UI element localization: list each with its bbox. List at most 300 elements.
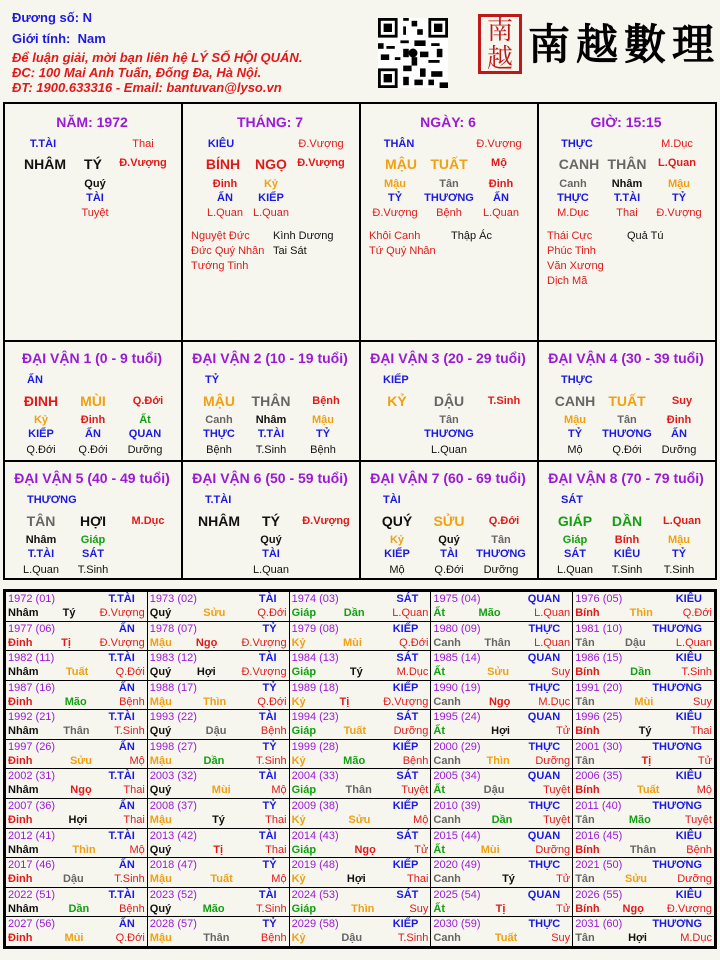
dai-van-hidden-state: L.Quan — [430, 444, 468, 456]
dai-van-hidden-can: Ất — [139, 414, 151, 426]
year-shen: THƯƠNG — [652, 622, 702, 635]
year-state: Suy — [409, 902, 429, 915]
hidden-can: Nhâm — [611, 178, 643, 190]
dai-van-hidden-shen: THƯƠNG — [424, 428, 474, 440]
year-chi: Hợi — [196, 666, 216, 679]
year-state: Dưỡng — [677, 873, 712, 886]
dai-van-hidden-can: Kỷ — [33, 414, 49, 426]
year-chi: Tý — [502, 873, 515, 886]
year-chi: Sửu — [203, 607, 226, 619]
year-shen: QUAN — [527, 829, 561, 842]
year-cell — [573, 710, 715, 740]
year-chi: Dậu — [483, 784, 505, 797]
year-can: Bính — [575, 902, 600, 915]
hidden-can: Đinh — [488, 178, 514, 190]
year-can: Ất — [433, 902, 445, 915]
year-state: T.Sinh — [114, 873, 145, 886]
dai-van-shen: THỰC — [561, 374, 593, 386]
dai-van-hidden-state: Mộ — [389, 564, 405, 576]
contact-line-1: Để luận giải, mời bạn liên hệ LÝ SỐ HỘI QUÁN. — [12, 50, 303, 65]
hidden-can: Mậu — [668, 178, 690, 190]
year-cell — [6, 828, 148, 858]
year-label: 2008 (37) — [149, 800, 197, 813]
red-seal-icon: 南越 — [478, 14, 522, 74]
year-state: Mộ — [129, 754, 145, 767]
year-label: 2018 (47) — [149, 859, 197, 872]
year-label: 2019 (48) — [291, 859, 339, 872]
year-cell — [6, 887, 148, 917]
duong-so-line — [12, 10, 92, 25]
year-cell — [147, 680, 289, 710]
year-cell — [6, 769, 148, 799]
year-state: Mộ — [129, 843, 145, 856]
star-left: Tứ Quý Nhân — [369, 245, 436, 257]
year-state: Bệnh — [402, 754, 429, 767]
dai-van-hidden-can: Nhâm — [255, 414, 287, 426]
year-chi: Ngọ — [195, 636, 218, 649]
hidden-shen: T.TÀI — [613, 192, 641, 204]
contact-line-2: ĐC: 100 Mai Anh Tuấn, Đống Đa, Hà Nội. — [12, 65, 262, 80]
year-chi: Dậu — [624, 636, 646, 649]
dai-van-title: ĐẠI VẬN 5 (40 - 49 tuổi) — [14, 470, 170, 486]
year-label: 1988 (17) — [149, 681, 197, 694]
year-cell — [147, 828, 289, 858]
dai-van-can: QUÝ — [381, 513, 413, 529]
year-label: 1979 (08) — [291, 622, 339, 635]
dai-van-chi: TUẤT — [608, 393, 646, 409]
dai-van-hidden-can: Nhâm — [25, 534, 57, 546]
year-label: 2014 (43) — [291, 829, 339, 842]
year-can: Đinh — [8, 873, 33, 886]
year-can: Ất — [433, 725, 445, 738]
year-shen: TÀI — [258, 770, 277, 783]
dai-van-state: M.Dục — [131, 515, 165, 527]
year-state: Thai — [406, 873, 429, 886]
year-state: Tử — [414, 843, 429, 856]
dai-van-chi: DẬU — [433, 393, 465, 409]
hidden-state: Đ.Vượng — [656, 207, 702, 219]
dai-van-chi: HỢI — [80, 513, 106, 529]
pillar-can: MẬU — [385, 156, 417, 172]
year-shen: QUAN — [527, 711, 561, 724]
year-cell — [573, 592, 715, 622]
year-cell — [6, 799, 148, 829]
dai-van-hidden-shen: SÁT — [564, 548, 586, 560]
year-cell — [147, 651, 289, 681]
year-chi: Dần — [491, 814, 513, 827]
year-can: Quý — [149, 607, 172, 619]
year-cell — [147, 887, 289, 917]
hidden-shen: TỶ — [671, 192, 687, 204]
dai-van-chi: SỬU — [433, 513, 465, 529]
pillar-top-state: Đ.Vượng — [476, 138, 522, 150]
year-cell — [289, 858, 431, 888]
year-row — [6, 710, 715, 740]
year-shen: ẤN — [118, 622, 135, 635]
dai-van-hidden-can: Quý — [438, 534, 460, 546]
year-state: Dưỡng — [535, 843, 571, 856]
hidden-state: L.Quan — [206, 207, 244, 219]
dai-van-shen: ẤN — [27, 374, 43, 386]
dai-van-state: T.Sinh — [487, 395, 521, 407]
year-can: Mậu — [149, 695, 172, 708]
year-label: 1995 (24) — [433, 711, 481, 724]
year-state: Mộ — [413, 814, 429, 827]
year-cell — [573, 917, 715, 947]
year-chi: Ngọ — [354, 843, 376, 856]
year-state: Mộ — [271, 784, 287, 797]
year-row — [6, 592, 715, 622]
year-shen: T.TÀI — [108, 711, 135, 724]
dai-van-hidden-state: L.Quan — [22, 564, 60, 576]
year-can: Mậu — [149, 754, 172, 767]
star-left: Văn Xương — [547, 260, 604, 272]
year-shen: TÀI — [258, 593, 277, 605]
year-can: Giáp — [291, 784, 317, 797]
year-state: T.Sinh — [397, 932, 429, 945]
dai-van-can: ĐINH — [23, 393, 59, 409]
year-cell — [289, 680, 431, 710]
star-right: Kình Dương — [273, 230, 334, 242]
year-label: 2009 (38) — [291, 800, 339, 813]
year-label: 2031 (60) — [575, 918, 623, 931]
year-chi: Thân — [63, 725, 90, 738]
year-label: 2000 (29) — [433, 740, 481, 753]
gioi-tinh-label: Giới tính: — [12, 31, 71, 46]
gioi-tinh-value: Nam — [77, 31, 106, 46]
dai-van-hidden-state: L.Quan — [556, 564, 594, 576]
pillar-can: BÍNH — [205, 156, 241, 172]
year-chi: Tị — [61, 636, 71, 649]
year-chi: Dần — [68, 902, 90, 915]
year-label: 2001 (30) — [575, 740, 623, 753]
year-state: T.Sinh — [256, 754, 287, 767]
year-shen: TÀI — [258, 829, 277, 842]
year-state: T.Sinh — [681, 666, 712, 679]
hidden-state: M.Dục — [557, 207, 589, 219]
year-state: Tuyệt — [543, 784, 571, 797]
dai-van-hidden-state: Bệnh — [310, 444, 336, 456]
dai-van-hidden-shen: TÀI — [262, 548, 280, 560]
year-state: Q.Đới — [257, 607, 287, 619]
year-label: 1981 (10) — [575, 622, 623, 635]
pillar-top-shen: KIÊU — [207, 138, 235, 150]
year-can: Giáp — [291, 843, 317, 856]
pillar-chi: TÝ — [84, 156, 102, 172]
year-row — [6, 887, 715, 917]
year-cell — [6, 858, 148, 888]
year-shen: ẤN — [118, 800, 135, 813]
year-row — [6, 769, 715, 799]
year-can: Quý — [149, 784, 172, 797]
year-cell — [6, 592, 148, 622]
year-shen: THỰC — [528, 740, 561, 753]
dai-van-hidden-can: Mậu — [312, 414, 334, 426]
dai-van-hidden-state: T.Sinh — [255, 444, 287, 456]
year-chi: Thìn — [202, 695, 227, 708]
year-cell — [289, 917, 431, 947]
pillar-top-state: Đ.Vượng — [298, 138, 344, 150]
year-chi: Tý — [212, 814, 225, 827]
pillar-chi: TUẤT — [430, 156, 468, 172]
hidden-can: Canh — [559, 178, 587, 190]
dai-van-state: Q.Đới — [132, 395, 164, 407]
dai-van-title: ĐẠI VẬN 4 (30 - 39 tuổi) — [548, 350, 704, 366]
year-cell — [147, 710, 289, 740]
year-label: 2010 (39) — [433, 800, 481, 813]
year-shen: THỰC — [528, 800, 561, 813]
dai-van-hidden-state: T.Sinh — [77, 564, 109, 576]
year-shen: THƯƠNG — [652, 681, 702, 694]
dai-van-state: Bệnh — [312, 395, 340, 407]
year-label: 2027 (56) — [8, 918, 56, 931]
year-state: L.Quan — [534, 636, 571, 649]
year-label: 2020 (49) — [433, 859, 481, 872]
year-can: Kỷ — [291, 814, 306, 827]
year-shen: QUAN — [527, 652, 561, 665]
year-label: 2021 (50) — [575, 859, 623, 872]
year-cell — [147, 739, 289, 769]
dai-van-chi: TÝ — [262, 513, 280, 529]
year-label: 1998 (27) — [149, 740, 197, 753]
year-chi: Tuất — [494, 932, 518, 945]
year-row — [6, 858, 715, 888]
hidden-can: Tân — [439, 178, 459, 190]
year-state: Thai — [265, 843, 287, 856]
year-cell — [573, 799, 715, 829]
year-chi: Sửu — [348, 814, 371, 827]
star-left: Tướng Tinh — [191, 260, 249, 272]
year-can: Ất — [433, 666, 445, 679]
year-cell — [431, 651, 573, 681]
pillar-chi-state: Đ.Vượng — [297, 157, 345, 169]
year-cell — [289, 621, 431, 651]
year-shen: KIÊU — [675, 652, 702, 665]
hidden-shen: TÀI — [86, 192, 104, 204]
year-chi: Tị — [213, 843, 224, 856]
year-label: 2007 (36) — [8, 800, 56, 813]
year-shen: TỶ — [262, 800, 277, 813]
year-chi: Ngọ — [622, 902, 644, 915]
year-label: 2017 (46) — [8, 859, 56, 872]
dai-van-hidden-shen: THỰC — [203, 428, 235, 440]
hidden-shen: THỰC — [557, 192, 589, 204]
year-state: Q.Đới — [682, 607, 712, 619]
pillar-title: THÁNG: 7 — [236, 114, 304, 130]
dai-van-hidden-state: Dưỡng — [661, 444, 697, 456]
dai-van-can: MẬU — [203, 393, 235, 409]
dai-van-hidden-can: Quý — [260, 534, 282, 546]
year-state: Q.Đới — [399, 636, 429, 649]
year-shen: THỰC — [528, 859, 561, 872]
year-shen: TÀI — [258, 652, 277, 665]
year-cell — [289, 651, 431, 681]
year-shen: KIẾP — [392, 740, 419, 753]
year-cell — [431, 887, 573, 917]
dai-van-hidden-can: Kỷ — [389, 534, 405, 546]
year-label: 1976 (05) — [575, 593, 623, 605]
year-cell — [431, 592, 573, 622]
year-state: L.Quan — [534, 607, 571, 619]
year-can: Kỷ — [291, 932, 306, 945]
year-chi: Tị — [641, 754, 652, 767]
year-label: 1983 (12) — [149, 652, 197, 665]
contact-line-3: ĐT: 1900.633316 - Email: bantuvan@lyso.vn — [12, 80, 282, 95]
year-row — [6, 917, 715, 947]
year-can: Đinh — [8, 695, 33, 708]
year-state: Thai — [123, 784, 145, 797]
hidden-state: Đ.Vượng — [372, 207, 418, 219]
year-chi: Ngọ — [70, 784, 92, 797]
year-shen: ẤN — [118, 740, 135, 753]
year-state: Đ.Vượng — [241, 666, 287, 679]
year-can: Giáp — [291, 725, 317, 738]
year-shen: ẤN — [118, 918, 135, 931]
dai-van-hidden-can: Bính — [614, 534, 640, 546]
dai-van-hidden-shen: KIẾP — [384, 548, 410, 560]
year-shen: ẤN — [118, 681, 135, 694]
year-can: Bính — [575, 607, 600, 619]
year-can: Canh — [433, 695, 461, 708]
year-chi: Thân — [203, 932, 230, 945]
star-left: Thái Cực — [547, 230, 593, 242]
year-shen: SÁT — [396, 770, 419, 783]
year-shen: TỶ — [262, 740, 277, 753]
year-chi: Tị — [339, 695, 350, 708]
dai-van-hidden-can: Canh — [205, 414, 233, 426]
year-shen: TÀI — [258, 711, 277, 724]
year-chi: Mùi — [634, 695, 654, 708]
year-can: Quý — [149, 843, 172, 856]
star-left: Khôi Canh — [369, 230, 421, 242]
year-cell — [6, 680, 148, 710]
year-chi: Thân — [629, 843, 657, 856]
dai-van-hidden-state: Q.Đới — [26, 444, 56, 456]
hidden-state: Thai — [616, 207, 638, 219]
year-label: 2006 (35) — [575, 770, 623, 783]
qr-code-icon[interactable] — [378, 18, 448, 88]
year-label: 2026 (55) — [575, 888, 623, 901]
year-chi: Dậu — [62, 873, 84, 886]
year-shen: T.TÀI — [108, 652, 135, 665]
year-state: Suy — [693, 695, 712, 708]
year-state: Bệnh — [119, 902, 145, 915]
dai-van-hidden-can: Đinh — [80, 414, 106, 426]
brand-title: 南越數理 — [528, 20, 720, 69]
year-cell — [147, 917, 289, 947]
year-state: Thai — [690, 725, 712, 738]
hidden-can: Mậu — [384, 178, 406, 190]
dai-van-hidden-state: Q.Đới — [612, 444, 642, 456]
year-label: 1990 (19) — [433, 681, 481, 694]
year-cell — [289, 769, 431, 799]
year-shen: QUAN — [527, 888, 561, 901]
year-chi: Mùi — [211, 784, 231, 797]
year-cell — [431, 858, 573, 888]
dai-van-title: ĐẠI VẬN 8 (70 - 79 tuổi) — [548, 470, 704, 486]
year-shen: T.TÀI — [108, 829, 135, 842]
year-label: 1972 (01) — [8, 593, 56, 605]
year-shen: THƯƠNG — [652, 800, 702, 813]
year-can: Kỷ — [291, 873, 306, 886]
dai-van-hidden-state: L.Quan — [252, 564, 290, 576]
yearly-luck-grid — [3, 589, 717, 949]
dai-van-hidden-shen: TỶ — [671, 548, 687, 560]
dai-van-title: ĐẠI VẬN 3 (20 - 29 tuổi) — [370, 350, 526, 366]
year-label: 2025 (54) — [433, 888, 481, 901]
year-chi: Thìn — [72, 843, 96, 856]
year-label: 1986 (15) — [575, 652, 623, 665]
year-state: Tử — [697, 754, 712, 767]
dai-van-hidden-state: Dưỡng — [483, 564, 519, 576]
year-chi: Thìn — [351, 902, 375, 915]
year-can: Giáp — [291, 902, 317, 915]
year-cell — [431, 917, 573, 947]
year-chi: Thìn — [629, 607, 653, 619]
year-chi: Thìn — [486, 754, 510, 767]
year-chi: Tuất — [65, 666, 89, 679]
year-label: 2005 (34) — [433, 770, 481, 783]
year-chi: Mão — [202, 902, 225, 915]
year-state: Bệnh — [119, 695, 145, 708]
year-chi: Sửu — [624, 873, 647, 886]
hidden-state: L.Quan — [252, 207, 290, 219]
year-can: Kỷ — [291, 695, 306, 708]
year-can: Ất — [433, 784, 445, 797]
year-state: M.Dục — [396, 666, 429, 679]
year-state: Suy — [551, 932, 571, 945]
year-shen: KIÊU — [675, 829, 702, 842]
year-can: Canh — [433, 873, 461, 886]
year-cell — [147, 592, 289, 622]
dai-van-hidden-can: Giáp — [80, 534, 106, 546]
year-can: Tân — [575, 754, 595, 767]
year-can: Giáp — [291, 607, 317, 619]
pillar-top-shen: THỰC — [561, 138, 593, 150]
year-shen: QUAN — [527, 770, 561, 783]
dai-van-hidden-state: T.Sinh — [663, 564, 695, 576]
hidden-can: Đinh — [212, 178, 238, 190]
hidden-state: L.Quan — [482, 207, 520, 219]
year-chi: Thân — [345, 784, 372, 797]
year-shen: T.TÀI — [108, 770, 135, 783]
year-shen: SÁT — [396, 711, 419, 724]
dai-van-hidden-can: Tân — [617, 414, 637, 426]
brand-logo — [478, 8, 720, 88]
year-can: Quý — [149, 902, 172, 915]
gioi-tinh-line — [12, 31, 106, 46]
dai-van-hidden-shen: THƯƠNG — [602, 428, 652, 440]
pillar-chi-state: L.Quan — [658, 157, 696, 169]
year-state: Q.Đới — [257, 695, 287, 708]
year-label: 2022 (51) — [8, 888, 56, 901]
dai-van-can: CANH — [554, 393, 596, 409]
year-chi: Tuất — [343, 725, 367, 738]
dai-van-hidden-shen: KIÊU — [613, 548, 641, 560]
year-label: 1993 (22) — [149, 711, 197, 724]
pillar-top-state: M.Dục — [661, 138, 693, 150]
year-state: Dưỡng — [535, 754, 571, 767]
year-state: Đ.Vượng — [666, 902, 712, 915]
dai-van-hidden-can: Giáp — [562, 534, 588, 546]
year-state: Dưỡng — [393, 725, 429, 738]
year-label: 2023 (52) — [149, 888, 197, 901]
year-cell — [289, 799, 431, 829]
year-can: Nhâm — [8, 666, 39, 679]
year-can: Canh — [433, 754, 461, 767]
year-shen: KIÊU — [675, 593, 702, 605]
year-can: Đinh — [8, 754, 33, 767]
